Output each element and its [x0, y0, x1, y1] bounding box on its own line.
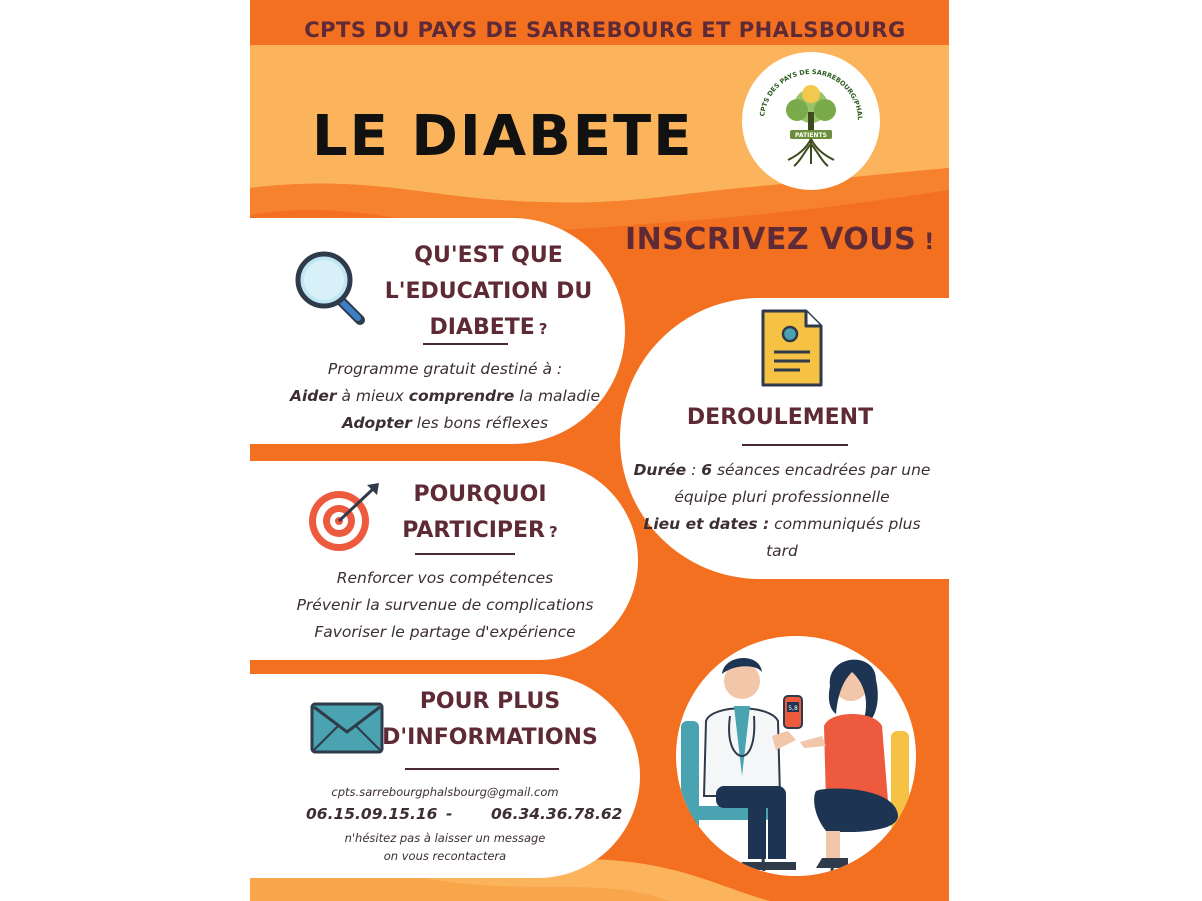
- contact-phone-1[interactable]: 06.15.09.15.16: [306, 805, 438, 823]
- list-item: Prévenir la survenue de complications: [296, 596, 594, 614]
- contact-divider: [405, 768, 559, 770]
- pourquoi-heading: [380, 477, 580, 550]
- education-aider: Aider: [289, 387, 337, 405]
- contact-note-2: on vous recontactera: [383, 849, 507, 863]
- envelope-icon: [310, 702, 384, 754]
- deroulement-card: [620, 298, 949, 579]
- contact-heading: [380, 684, 600, 756]
- education-comprendre: comprendre: [408, 387, 515, 405]
- contact-card: [250, 674, 640, 878]
- education-adopter: Adopter: [341, 414, 412, 432]
- contact-heading-line1: POUR PLUS: [419, 689, 561, 714]
- education-heading-line1: QU'EST QUE: [414, 243, 563, 268]
- magnifier-icon: [292, 248, 372, 330]
- contact-note-1: n'hésitez pas à laisser un message: [344, 831, 546, 845]
- logo-arc-text: CPTS DES PAYS DE SARREBOURG/PHAL: [758, 67, 865, 121]
- logo: [742, 52, 880, 190]
- education-card: [250, 218, 625, 444]
- duree-count: 6: [701, 461, 713, 479]
- lieu-label: Lieu et dates :: [643, 515, 770, 533]
- contact-phone-2[interactable]: 06.34.36.78.62: [491, 805, 623, 823]
- contact-email[interactable]: cpts.sarrebourgphalsbourg@gmail.com: [331, 785, 559, 799]
- deroulement-heading: DEROULEMENT: [686, 405, 874, 430]
- logo-tree-icon: [742, 52, 880, 190]
- poster: [250, 0, 949, 901]
- education-heading-mark: ?: [538, 320, 548, 338]
- pourquoi-heading-line2: PARTICIPER: [402, 518, 545, 543]
- illustration-card: [676, 636, 916, 876]
- list-item: Renforcer vos compétences: [336, 569, 554, 587]
- education-heading-line3: DIABETE: [429, 315, 535, 340]
- education-heading: [376, 238, 601, 347]
- page-title: LE DIABETE: [312, 104, 694, 169]
- list-item: Favoriser le partage d'expérience: [314, 623, 576, 641]
- doctor-patient-illustration: [676, 636, 916, 876]
- logo-badge: PATIENTS: [795, 132, 827, 139]
- target-icon: [305, 481, 385, 561]
- glucose-meter-value: 5,8: [788, 705, 798, 712]
- signup-call-to-action: [625, 222, 935, 257]
- deroulement-body: Durée : 6 séances encadrées par une équipe pluri professionnelle Lieu et dates : communiqués plus tard: [633, 461, 931, 560]
- deroulement-divider: [742, 444, 848, 446]
- education-divider: [423, 343, 508, 345]
- pourquoi-heading-mark: ?: [549, 523, 558, 541]
- organization-header: CPTS DU PAYS DE SARREBOURG ET PHALSBOURG: [304, 18, 906, 42]
- education-heading-line2: L'EDUCATION DU: [384, 279, 593, 304]
- pourquoi-card: [250, 461, 638, 660]
- signup-text: INSCRIVEZ VOUS: [625, 222, 917, 257]
- contact-phone-separator: -: [446, 805, 453, 823]
- signup-mark: !: [924, 230, 935, 255]
- pourquoi-divider: [415, 553, 515, 555]
- duree-label: Durée: [633, 461, 687, 479]
- pourquoi-heading-line1: POURQUOI: [413, 482, 547, 507]
- pourquoi-list: [250, 565, 640, 646]
- contact-heading-line2: D'INFORMATIONS: [382, 725, 598, 750]
- document-icon: [760, 308, 824, 388]
- education-intro: Programme gratuit destiné à :: [327, 360, 563, 378]
- education-body: Programme gratuit destiné à : Aider à mieux comprendre la maladie Adopter les bons réflexes: [250, 356, 640, 437]
